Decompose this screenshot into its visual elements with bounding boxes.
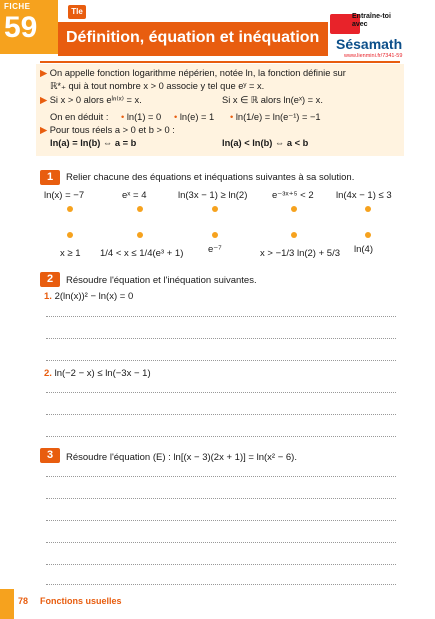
match-dot-top-5[interactable] bbox=[365, 206, 371, 212]
match-bottom-5: ln(4) bbox=[354, 244, 374, 255]
match-top-5: ln(4x − 1) ≤ 3 bbox=[336, 190, 392, 201]
exercise-2-question-1: 1. 2(ln(x))² − ln(x) = 0 bbox=[44, 291, 134, 302]
exercise-3-number: 3 bbox=[40, 448, 60, 463]
definition-line-4-a: • ln(1) = 0 bbox=[121, 112, 162, 122]
exercise-1-number: 1 bbox=[40, 170, 60, 185]
match-bottom-4: x > −1/3 ln(2) + 5/3 bbox=[260, 248, 341, 259]
definition-line-6a: ln(a) = ln(b) ⇔ a = b bbox=[50, 138, 137, 148]
answer-line[interactable] bbox=[46, 392, 396, 393]
definition-line-4-b: • ln(e) = 1 bbox=[174, 112, 215, 122]
footer-tab bbox=[0, 589, 14, 619]
page-number: 78 bbox=[18, 596, 29, 606]
sheet-label: FICHE bbox=[4, 2, 31, 11]
exercise-2-instruction: Résoudre l'équation et l'inéquation suivantes. bbox=[66, 275, 257, 286]
match-bottom-2: 1/4 < x ≤ 1/4(e³ + 1) bbox=[100, 248, 184, 259]
bullet-icon: ▶ bbox=[40, 125, 50, 135]
level-badge: Tle bbox=[68, 5, 86, 19]
match-top-2: eˣ = 4 bbox=[122, 190, 147, 201]
match-dot-top-3[interactable] bbox=[212, 206, 218, 212]
match-top-4: e⁻³ˣ⁺⁵ < 2 bbox=[272, 190, 314, 201]
answer-line[interactable] bbox=[46, 520, 396, 521]
match-dot-bottom-5[interactable] bbox=[365, 232, 371, 238]
definition-line-6b: ln(a) < ln(b) ⇔ a < b bbox=[222, 138, 309, 148]
answer-line[interactable] bbox=[46, 584, 396, 585]
answer-line[interactable] bbox=[46, 414, 396, 415]
promo-text: Entraîne-toi avec bbox=[352, 13, 391, 28]
match-bottom-3: e⁻⁷ bbox=[208, 244, 222, 255]
exercise-3-instruction: Résoudre l'équation (E) : ln[(x − 3)(2x + 1)] = ln(x² − 6). bbox=[66, 452, 297, 463]
answer-line[interactable] bbox=[46, 316, 396, 317]
match-dot-top-1[interactable] bbox=[67, 206, 73, 212]
answer-line[interactable] bbox=[46, 498, 396, 499]
definition-line-3a: ▶ Si x > 0 alors eˡⁿ⁽ˣ⁾ = x. bbox=[40, 95, 142, 105]
answer-line[interactable] bbox=[46, 338, 396, 339]
definition-line-4-prefix: On en déduit : bbox=[50, 112, 109, 122]
chapter-title: Fonctions usuelles bbox=[40, 596, 122, 606]
bullet-icon: ▶ bbox=[40, 95, 50, 105]
match-dot-top-4[interactable] bbox=[291, 206, 297, 212]
definition-line-1: ▶ On appelle fonction logarithme népérien, notée ln, la fonction définie sur bbox=[40, 68, 346, 78]
exercise-1-instruction: Relier chacune des équations et inéquations suivantes à sa solution. bbox=[66, 172, 355, 183]
exercise-2-question-2: 2. ln(−2 − x) ≤ ln(−3x − 1) bbox=[44, 368, 151, 379]
answer-line[interactable] bbox=[46, 360, 396, 361]
answer-line[interactable] bbox=[46, 542, 396, 543]
match-dot-bottom-1[interactable] bbox=[67, 232, 73, 238]
match-top-3: ln(3x − 1) ≥ ln(2) bbox=[178, 190, 248, 201]
match-dot-bottom-2[interactable] bbox=[137, 232, 143, 238]
definition-line-4-c: • ln(1/e) = ln(e⁻¹) = −1 bbox=[230, 112, 321, 122]
definition-line-2: ℝ*₊ qui à tout nombre x > 0 associe y tel que eʸ = x. bbox=[50, 81, 265, 91]
sheet-number: 59 bbox=[4, 11, 38, 44]
brand-logo: Sésamath bbox=[336, 36, 403, 52]
answer-line[interactable] bbox=[46, 476, 396, 477]
exercise-2-number: 2 bbox=[40, 272, 60, 287]
definition-line-5: ▶ Pour tous réels a > 0 et b > 0 : bbox=[40, 125, 175, 135]
match-dot-bottom-3[interactable] bbox=[212, 232, 218, 238]
definition-line-3b: Si x ∈ ℝ alors ln(eˣ) = x. bbox=[222, 95, 323, 105]
promo-link[interactable]: www.lienmini.fr/7341-59 bbox=[344, 53, 403, 59]
answer-line[interactable] bbox=[46, 436, 396, 437]
match-bottom-1: x ≥ 1 bbox=[60, 248, 81, 259]
page-title: Définition, équation et inéquation bbox=[66, 29, 320, 46]
match-dot-top-2[interactable] bbox=[137, 206, 143, 212]
match-dot-bottom-4[interactable] bbox=[291, 232, 297, 238]
match-top-1: ln(x) = −7 bbox=[44, 190, 85, 201]
bullet-icon: ▶ bbox=[40, 68, 50, 78]
header-rule bbox=[40, 61, 400, 63]
answer-line[interactable] bbox=[46, 564, 396, 565]
